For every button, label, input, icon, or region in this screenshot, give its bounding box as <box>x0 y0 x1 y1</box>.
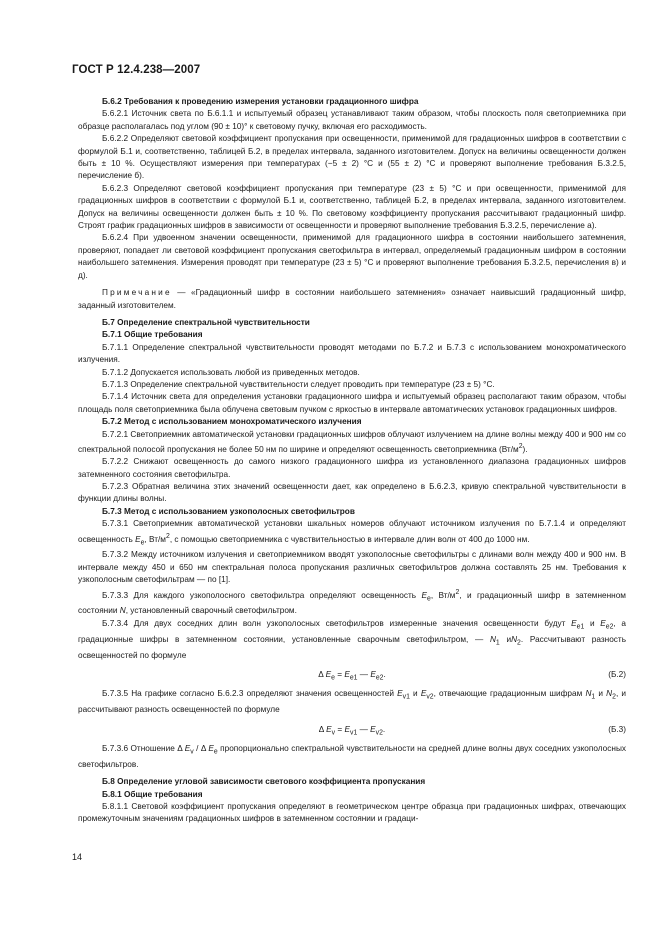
formula-expression <box>78 669 626 685</box>
paragraph <box>78 743 626 771</box>
section-heading: Б.8 Определение угловой зависимости светового коэффициента пропускания <box>102 777 426 787</box>
paragraph: Б.7.1.3 Определение спектральной чувствительности следует проводить при температуре (23 ± 5) °С. <box>102 379 495 389</box>
text-run: , и градационный шифр в затемненном состоянии <box>78 590 626 616</box>
variable: E <box>135 534 141 544</box>
subscript: 1 <box>495 639 500 647</box>
paragraph: Б.7.1.1 Определение спектральной чувствительности проводят методами по Б.7.2 и Б.7.3 с использованием монохроматического излучения. <box>78 342 626 365</box>
formula-number: (Б.3) <box>608 724 626 734</box>
page-number: 14 <box>72 852 83 862</box>
text-run: и <box>499 634 512 644</box>
paragraph <box>78 688 626 716</box>
subscript: е2 <box>605 623 614 631</box>
subsection-heading: Б.7.1 Общие требования <box>102 330 203 340</box>
text-run: , установленный сварочный светофильтром. <box>125 606 297 616</box>
subscript: v2 <box>426 693 434 701</box>
text-run: . Рассчитывают разность освещенностей по формуле <box>78 634 626 660</box>
paragraph <box>78 518 626 549</box>
document-body <box>78 96 626 826</box>
subscript: 1 <box>591 693 596 701</box>
variable: E <box>184 743 191 753</box>
text-run: Б.7.3.1 Светоприемник автоматической установки шкальных номеров облучают источником излучения по Б.7.1.4 и определяют освещенность <box>78 519 626 544</box>
paragraph: Б.7.3.2 Между источником излучения и светоприемником вводят узкополосные светофильтры с длинами волн между 400 и 900 нм. В интервале между 450 и 650 нм спектральная полоса пропускания различных светофильтров должна составлять 25 нм. Требования к узкополосным светофильтрам — по [1]. <box>78 550 626 585</box>
variable: N <box>489 634 496 644</box>
variable: E <box>571 618 577 628</box>
subsection-heading: Б.7.2 Метод с использованием монохроматического излучения <box>102 417 362 427</box>
subscript: е <box>427 594 431 602</box>
subscript: 2 <box>517 639 521 647</box>
variable: E <box>326 724 332 734</box>
paragraph: Б.6.2.2 Определяют световой коэффициент пропускания при освещенности, применимой для градационных шифров в соответствии с формулой Б.1 и, соответственно, таблицей Б.2, в пределах интервала, заданного изготовителем. Допуск на величины освещенности должен быть ± 10 %. Осуществляют измерения при температурах (−5 ± 2) °С и (55 ± 2) °С и проверяют выполнение требования Б.3.2.5, перечисление б). <box>78 134 626 181</box>
paragraph: Б.6.2.3 Определяют световой коэффициент пропускания при температуре (23 ± 5) °С и при освещенности, применимой для градационных шифров в соответствии с формулой Б.1 и, соответственно, таблицей Б.2, в пределах интервала, заданного изготовителем. Допуск на величины освещенности должен быть ± 10 %. По световому коэффициенту пропускания рассчитывают градационный шифр. Строят график градационных шифров в зависимости от освещенности и проверяют выполнение требования Б.3.2.5, перечисление а). <box>78 183 626 231</box>
paragraph <box>78 618 626 663</box>
paragraph: Б.6.2.4 При удвоенном значении освещенности, применимой для градационного шифра в состоянии наибольшего затемнения, проверяют, попадает ли световой коэффициент пропускания светофильтра в интервал, определяемый градационным шифром в состоянии наибольшего затемнения. Измерения проводят при температуре (23 ± 5) °С и проверяют выполнение требования Б.3.2.5, перечисления в) и д). <box>78 233 626 280</box>
variable: N <box>511 634 518 644</box>
subsection-heading: Б.7.3 Метод с использованием узкополосных светофильтров <box>102 506 355 516</box>
variable: E <box>370 670 376 680</box>
variable: E <box>397 689 403 699</box>
variable: E <box>344 670 350 680</box>
subscript: 2 <box>612 693 616 701</box>
text-run: , отвечающие градационным шифрам <box>433 689 586 699</box>
formula-b2 <box>78 662 626 688</box>
text-run: и <box>584 618 601 628</box>
text-run: и <box>595 689 607 699</box>
variable: E <box>370 724 376 734</box>
section-heading: Б.6.2 Требования к проведению измерения установки градационного шифра <box>102 97 419 106</box>
variable: E <box>420 689 427 699</box>
document-header: ГОСТ Р 12.4.238—2007 <box>72 64 201 76</box>
subscript: е <box>213 748 218 756</box>
text-run: = <box>334 670 345 680</box>
text-run: , Вт/м <box>144 534 166 544</box>
subscript: е2 <box>375 674 384 682</box>
text-run: ). <box>522 444 528 454</box>
subscript: v2 <box>375 729 383 737</box>
paragraph <box>78 429 626 457</box>
subscript: v <box>331 729 336 737</box>
text-run: — <box>357 670 371 680</box>
superscript: 2 <box>455 588 460 596</box>
text-run: — <box>357 724 371 734</box>
paragraph: Б.6.2.1 Источник света по Б.6.1.1 и испытуемый образец устанавливают таким образом, чтобы плоскость поля светоприемника при образце располагалась под углом (90 ± 10)° к световому пучку, включая его расходимость. <box>78 109 626 131</box>
text-run: , и рассчитывают разность освещенностей по формуле <box>78 689 627 715</box>
section-heading: Б.7 Определение спектральной чувствительности <box>102 317 310 327</box>
text-run: . <box>382 724 386 734</box>
paragraph: Б.7.2.2 Снижают освещенность до самого низкого градационного шифра из установленного диапазона градационных шифров затемненного состояния светофильтра. <box>78 457 626 479</box>
text-run: = <box>335 724 345 734</box>
variable: E <box>600 618 606 628</box>
paragraph: Б.7.2.3 Обратная величина этих значений освещенности дает, как определено в Б.6.2.3, кривую спектральной чувствительности в функции длины волны. <box>78 481 626 504</box>
paragraph: Б.7.1.2 Допускается использовать любой из приведенных методов. <box>102 367 360 377</box>
text-run: / Δ <box>193 743 209 753</box>
text-run: и <box>409 689 421 699</box>
note-text: — «Градационный шифр в состоянии наибольшего затемнения» означает наивысший градационный шифр, заданный изготовителем. <box>78 288 626 310</box>
text-run: , с помощью светоприемника с чувствительностью в интервале длин волн от 400 до 1000 нм. <box>169 534 530 544</box>
text-run: пропорционально спектральной чувствительности на средней длине волны двух соседних узкополосных светофильтров. <box>78 743 626 769</box>
subsection-heading: Б.8.1 Общие требования <box>102 789 203 799</box>
text-run: Δ <box>318 670 326 680</box>
text-run: Δ <box>318 724 327 734</box>
formula-number: (Б.2) <box>608 670 626 680</box>
text-run: Б.7.3.4 Для двух соседних длин волн узкополосных светофильтров измеренные значения освещенности будут <box>102 618 572 628</box>
variable: E <box>325 670 332 680</box>
subscript: v <box>190 748 194 756</box>
variable: E <box>421 590 427 600</box>
text-run: , Вт/м <box>430 590 456 600</box>
note <box>78 287 626 312</box>
text-run: Б.7.3.6 Отношение Δ <box>102 743 185 753</box>
subscript: е1 <box>576 623 585 631</box>
variable: N <box>606 689 613 699</box>
subscript: е1 <box>349 674 358 682</box>
formula-expression <box>78 724 626 740</box>
variable: N <box>585 689 592 699</box>
paragraph: Б.7.1.4 Источник света для определения установки градационного шифра и испытуемый образец располагают таким образом, чтобы площадь поля светоприемника была облучена световым пучком с яркостью в интервале автоматических установок градационных шифров. <box>78 392 626 414</box>
paragraph: Б.8.1.1 Световой коэффициент пропускания определяют в геометрическом центре образца при градационных шифрах, отвечающих промежуточным значениям градационных шифров в затемненном состоянии и градаци- <box>78 802 626 824</box>
text-run: . <box>383 670 386 680</box>
text-run: Б.7.3.5 На графике согласно Б.6.2.3 определяют значения освещенностей <box>102 689 398 699</box>
variable: E <box>208 743 214 753</box>
text-run: , а градационные шифры в затемненном состоянии, установленные сварочным светофильтром, — <box>78 618 626 644</box>
text-run: Б.7.3.3 Для каждого узкополосного светофильтра определяют освещенность <box>102 590 422 600</box>
superscript: 2 <box>518 442 523 450</box>
formula-b3 <box>78 717 626 743</box>
subscript: е <box>331 674 335 682</box>
superscript: 2 <box>165 532 170 540</box>
variable: E <box>344 724 351 734</box>
text-run: Б.7.2.1 Светоприемник автоматической установки градационных шифров облучают излучением на длине волны между 400 и 900 нм со спектральной полосой пропускания не более 50 нм по ширине и определяют освещенность светоприемника (Вт/м <box>78 429 626 454</box>
subscript: v1 <box>402 693 410 701</box>
subscript: v1 <box>350 729 358 737</box>
note-label: Примечание <box>102 288 172 298</box>
subscript: е <box>140 538 145 546</box>
variable: N <box>119 606 126 616</box>
paragraph <box>78 587 626 618</box>
